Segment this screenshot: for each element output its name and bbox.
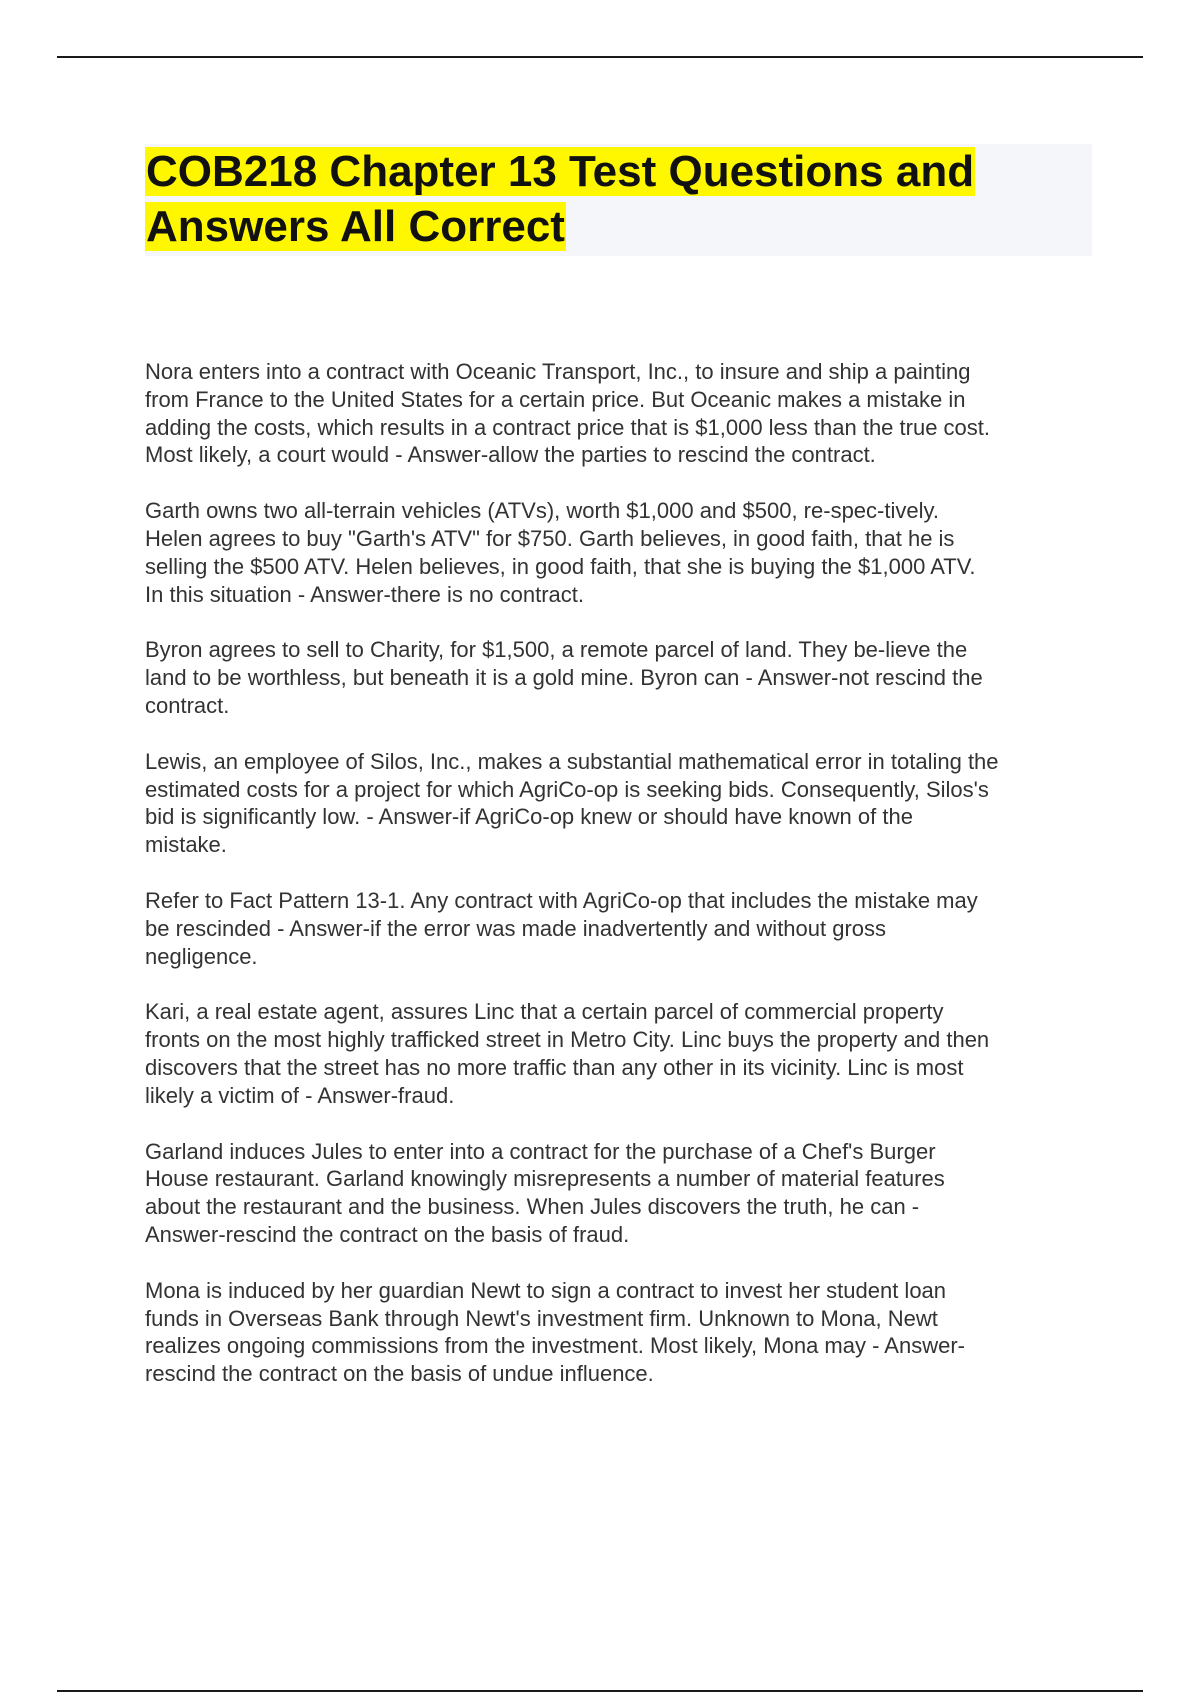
bottom-rule [57, 1690, 1143, 1692]
title-line-2: Answers All Correct [146, 202, 565, 251]
title-line-1: COB218 Chapter 13 Test Questions and [146, 147, 975, 196]
qa-item: Garth owns two all-terrain vehicles (ATVs), worth $1,000 and $500, re-spec-tively. Helen agrees to buy "Garth's ATV" for $750. Garth believes, in good faith, that he is selling the $500 ATV. Helen believes, in good faith, that she is buying the $1,000 ATV. In this situation - Answer-there is no contract. [145, 498, 976, 607]
qa-item: Nora enters into a contract with Oceanic Transport, Inc., to insure and ship a painting from France to the United States for a certain price. But Oceanic makes a mistake in adding the costs, which results in a contract price that is $1,000 less than the true cost. Most likely, a court would - Answer-allow the parties to rescind the contract. [145, 359, 991, 468]
qa-item: Garland induces Jules to enter into a contract for the purchase of a Chef's Burger House restaurant. Garland knowingly misrepresents a number of material features about the restaurant and the business. When Jules discovers the truth, he can - Answer-rescind the contract on the basis of fraud. [145, 1138, 945, 1247]
top-rule [57, 56, 1143, 58]
question-answer-list [145, 358, 1095, 1416]
qa-item: Lewis, an employee of Silos, Inc., makes a substantial mathematical error in totaling the estimated costs for a project for which AgriCo-op is seeking bids. Consequently, Silos's bid is significantly low. - Answer-if AgriCo-op knew or should have known of the mistake. [145, 748, 999, 858]
document-title [145, 144, 1092, 254]
qa-item: Byron agrees to sell to Charity, for $1,500, a remote parcel of land. They be-lieve the land to be worthless, but beneath it is a gold mine. Byron can - Answer-not rescind the contract. [145, 637, 983, 718]
title-block [145, 144, 1092, 256]
qa-item: Mona is induced by her guardian Newt to sign a contract to invest her student loan funds in Overseas Bank through Newt's investment firm. Unknown to Mona, Newt realizes ongoing commissions from the investment. Most likely, Mona may - Answer- rescind the contract on the basis of undue influence. [145, 1277, 965, 1387]
qa-item: Refer to Fact Pattern 13-1. Any contract with AgriCo-op that includes the mistake may be rescinded - Answer-if the error was made inadvertently and without gross negligence. [145, 887, 978, 969]
qa-item: Kari, a real estate agent, assures Linc that a certain parcel of commercial property fronts on the most highly trafficked street in Metro City. Linc buys the property and then discovers that the street has no more traffic than any other in its vicinity. Linc is most likely a victim of - Answer-fraud. [145, 999, 990, 1108]
